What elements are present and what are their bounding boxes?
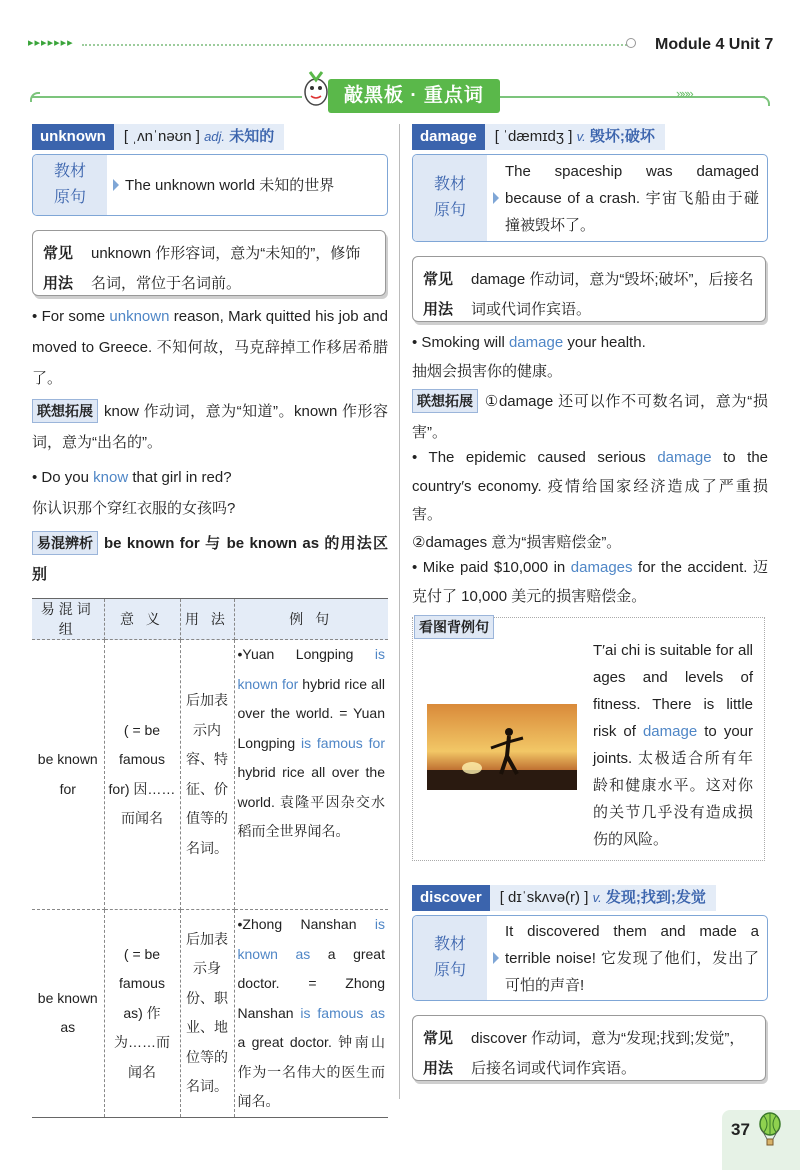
usage-box xyxy=(32,230,386,296)
balloon-icon xyxy=(758,1112,782,1148)
textbook-sentence: The spaceship was damaged because of a crash. 宇宙飞船由于碰撞被毁坏了。 xyxy=(505,162,759,234)
table-header: 易混词组 xyxy=(32,599,104,640)
usage-text: discover 作动词，意为“发现;找到;发觉”，后接名词或代词作宾语。 xyxy=(471,1030,745,1077)
word-tag: damage xyxy=(412,124,485,150)
bullet: • xyxy=(237,916,243,932)
highlight-phrase: is famous for xyxy=(300,734,385,751)
usage-label xyxy=(43,239,81,299)
textbook-label-line2: 原句 xyxy=(53,189,86,206)
example-text: to the country′s economy. 疫情给国家经济造成了严重损害。 xyxy=(412,449,768,523)
phonetic-line xyxy=(490,885,716,911)
highlight-phrase: is known for xyxy=(237,646,385,692)
meaning-cell: ( = be famous as) 作为……而闻名 xyxy=(104,910,180,1118)
word-tag: unknown xyxy=(32,124,114,150)
textbook-sentence-box xyxy=(32,154,388,216)
textbook-label-line2: 原句 xyxy=(433,202,466,219)
header-dotted-line xyxy=(82,44,627,46)
example-sentence-2 xyxy=(32,462,388,524)
textbook-sentence: The unknown world 未知的世界 xyxy=(125,176,335,194)
bullet: • xyxy=(237,646,243,662)
usage-label xyxy=(423,1024,461,1084)
example-text: Zhong Nanshan xyxy=(242,916,375,932)
example-sentence xyxy=(412,328,768,386)
word-meaning: 未知的 xyxy=(229,128,275,145)
word-meaning: 发现;找到;发觉 xyxy=(605,889,706,906)
phonetic: [ ˈdæmɪdʒ ] xyxy=(494,128,573,145)
textbook-sentence-box xyxy=(412,154,768,242)
banner-line-right xyxy=(500,96,765,98)
usage-label xyxy=(423,265,461,325)
table-row xyxy=(32,910,388,1118)
picture-example-text xyxy=(593,637,753,853)
highlight-word: damage xyxy=(657,449,712,466)
example-text: Mike paid $10,000 in xyxy=(417,559,571,576)
example-translation: 抽烟会损害你的健康。 xyxy=(412,363,563,380)
highlight-word: damage xyxy=(642,723,698,740)
taichi-sunset-photo xyxy=(427,704,577,790)
textbook-label xyxy=(413,916,487,1000)
confusion-note xyxy=(32,528,388,590)
phrase-cell: be known as xyxy=(32,910,104,1118)
textbook-label-line2: 原句 xyxy=(433,962,466,979)
example-text: a great doctor. 钟南山作为一名伟大的医生而闻名。 xyxy=(237,1034,385,1109)
example-translation: 你认识那个穿红衣服的女孩吗? xyxy=(32,500,236,517)
word-tag: discover xyxy=(412,885,490,911)
highlight-word: know xyxy=(93,469,129,486)
usage-label-line1: 常见 xyxy=(423,1030,454,1047)
example-sentence xyxy=(32,301,388,394)
bullet: • xyxy=(412,334,418,351)
highlight-word: damage xyxy=(508,334,564,351)
extension-text: ①damage 还可以作不可数名词，意为“损害”。 xyxy=(412,393,768,441)
example-text: that girl in red? xyxy=(128,469,232,486)
picture-example-badge: 看图背例句 xyxy=(414,615,494,639)
comparison-table xyxy=(32,598,388,1118)
extension-badge: 联想拓展 xyxy=(32,399,98,423)
extension-text: know 作动词，意为“知道”。known 作形容词，意为“出名的”。 xyxy=(32,403,388,451)
textbook-label-line1: 教材 xyxy=(433,936,466,953)
usage-text: unknown 作形容词，意为“未知的”，修饰名词，常位于名词前。 xyxy=(91,245,361,292)
table-header: 用 法 xyxy=(180,599,234,640)
confusion-badge: 易混辨析 xyxy=(32,531,98,555)
example-text: your health. xyxy=(563,334,646,351)
word-header-discover xyxy=(412,885,716,911)
bullet: • xyxy=(32,469,38,486)
usage-label-line2: 用法 xyxy=(423,301,454,318)
part-of-speech: v. xyxy=(576,129,586,144)
textbook-label-line1: 教材 xyxy=(53,163,86,180)
usage-label-line1: 常见 xyxy=(43,245,74,262)
word-meaning: 毁坏;破坏 xyxy=(589,128,655,145)
textbook-label-line1: 教材 xyxy=(433,176,466,193)
phonetic-line xyxy=(114,124,284,150)
textbook-label xyxy=(33,155,107,215)
example-text: For some xyxy=(37,308,110,325)
example-text: a great doctor. = Zhong Nanshan xyxy=(237,945,385,1021)
usage-cell: 后加表示身份、职业、地位等的名词。 xyxy=(180,910,234,1118)
table-header: 例 句 xyxy=(234,599,388,640)
usage-cell: 后加表示内容、特征、价值等的名词。 xyxy=(180,640,234,910)
phonetic: [ dɪˈskʌvə(r) ] xyxy=(499,889,589,906)
example-cell xyxy=(234,910,388,1118)
usage-box xyxy=(412,256,766,322)
table-row xyxy=(32,640,388,910)
example-text: hybrid rice all over the world. 袁隆平因杂交水稻而全世界闻名。 xyxy=(237,764,385,839)
page-number: 37 xyxy=(731,1120,750,1139)
table-header-row xyxy=(32,599,388,640)
table-header: 意 义 xyxy=(104,599,180,640)
header-ring xyxy=(626,38,636,48)
extension-badge: 联想拓展 xyxy=(412,389,478,413)
triangle-arrow-icon xyxy=(493,192,499,204)
extension-note-2: ②damages 意为“损害赔偿金”。 xyxy=(412,534,622,551)
word-header-damage xyxy=(412,124,665,150)
usage-box xyxy=(412,1015,766,1081)
part-of-speech: v. xyxy=(592,890,602,905)
phrase-cell: be known for xyxy=(32,640,104,910)
example-text: Do you xyxy=(37,469,94,486)
example-text: to your joints. 太极适合所有年龄和健康水平。这对你的关节几乎没有造成损伤的风险。 xyxy=(593,723,753,848)
extension-note xyxy=(32,396,388,458)
example-sentence-2 xyxy=(412,444,768,530)
example-text: The epidemic caused serious xyxy=(417,449,658,466)
highlight-word: damages xyxy=(570,559,633,576)
module-unit-label: Module 4 Unit 7 xyxy=(655,36,774,53)
meaning-cell: ( = be famous for) 因……而闻名 xyxy=(104,640,180,910)
example-text: Yuan Longping xyxy=(242,646,375,662)
bullet: • xyxy=(412,559,418,576)
banner-chevron-icon: »»» xyxy=(676,86,692,101)
example-text: T′ai chi is suitable for all ages and levels of fitness. There is little risk of xyxy=(593,642,753,740)
banner-corner-right xyxy=(760,96,770,106)
highlight-word: unknown xyxy=(109,308,170,325)
triangle-arrow-icon xyxy=(493,952,499,964)
header-arrows: ▸▸▸▸▸▸▸ xyxy=(28,37,74,49)
phonetic-line xyxy=(485,124,665,150)
bullet: • xyxy=(412,449,418,466)
example-text: Smoking will xyxy=(417,334,509,351)
textbook-sentence-box xyxy=(412,915,768,1001)
example-text: for the accident. 迈克付了 10,000 美元的损害赔偿金。 xyxy=(412,559,768,605)
highlight-phrase: is famous as xyxy=(300,1004,385,1021)
textbook-label xyxy=(413,155,487,241)
usage-label-line2: 用法 xyxy=(43,275,74,292)
extension-note xyxy=(412,386,768,448)
usage-text: damage 作动词，意为“毁坏;破坏”，后接名词或代词作宾语。 xyxy=(471,271,754,318)
part-of-speech: adj. xyxy=(204,129,226,144)
phonetic: [ ˌʌnˈnəʊn ] xyxy=(123,128,200,145)
usage-label-line2: 用法 xyxy=(423,1060,454,1077)
highlight-phrase: is known as xyxy=(237,916,385,962)
usage-label-line1: 常见 xyxy=(423,271,454,288)
word-header-unknown xyxy=(32,124,284,150)
example-text: hybrid rice all over the world. = Yuan Longping xyxy=(237,675,385,751)
triangle-arrow-icon xyxy=(113,179,119,191)
example-sentence-3 xyxy=(412,553,768,611)
bullet: • xyxy=(32,308,38,325)
confusion-text: be known for 与 be known as 的用法区别 xyxy=(32,535,388,583)
textbook-sentence: It discovered them and made a terrible noise! 它发现了他们，发出了可怕的声音! xyxy=(505,922,759,994)
column-divider xyxy=(399,124,400,1099)
example-text: reason, Mark quitted his job and moved to Greece. 不知何故，马克辞掉工作移居希腊了。 xyxy=(32,308,388,387)
banner-line-left xyxy=(32,96,302,98)
example-cell xyxy=(234,640,388,910)
banner-title: 敲黑板 · 重点词 xyxy=(328,79,500,113)
banner-corner-left xyxy=(30,92,40,102)
